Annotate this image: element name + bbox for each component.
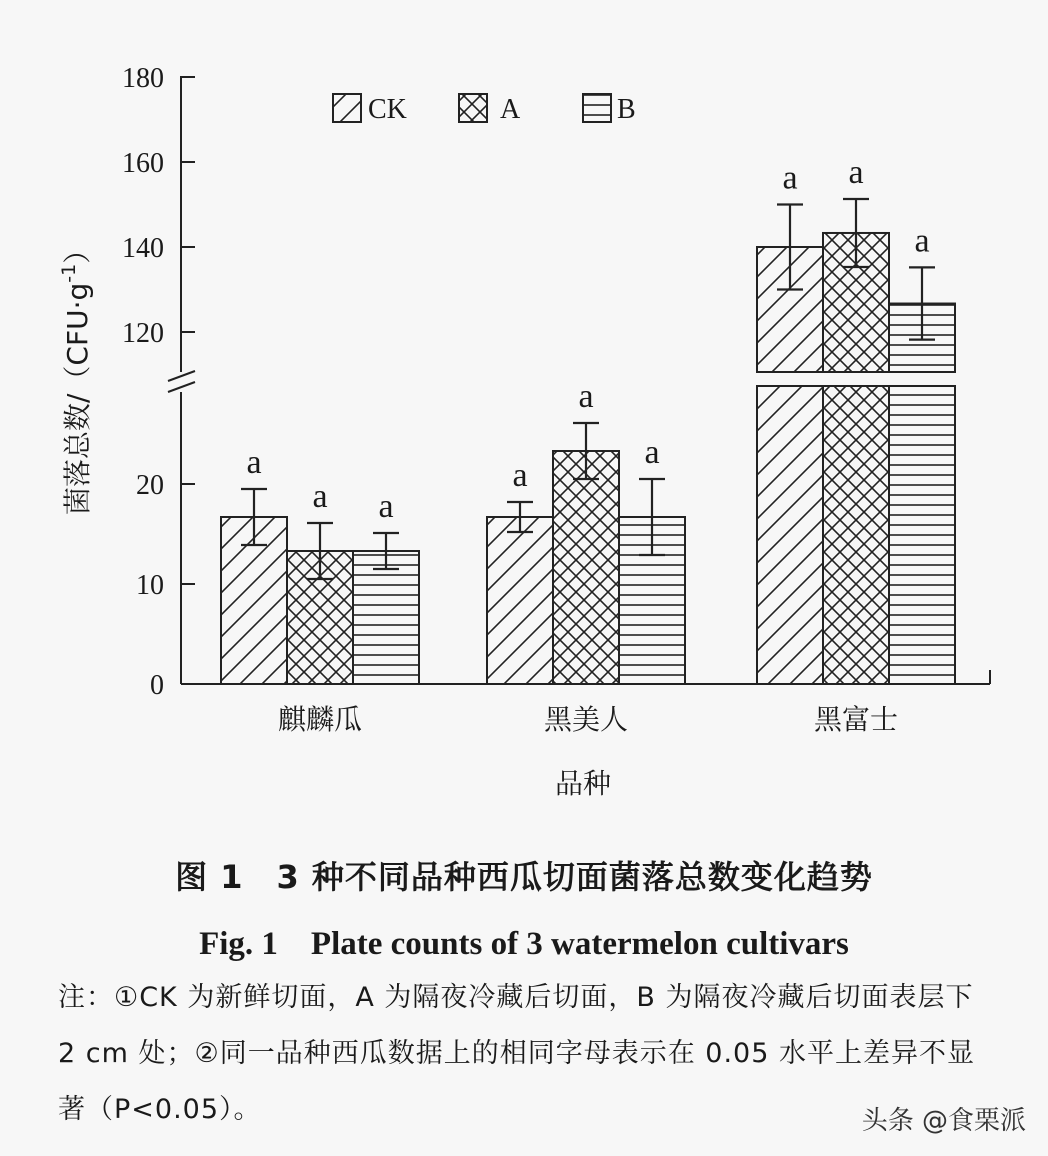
figure-note: 注：①CK 为新鲜切面，A 为隔夜冷藏后切面，B 为隔夜冷藏后切面表层下 2 cm 处；②同一品种西瓜数据上的相同字母表示在 0.05 水平上差异不显著（P<0.05）。 (58, 982, 975, 1125)
legend-label-ck: CK (368, 94, 407, 125)
caption-english: Fig. 1 Plate counts of 3 watermelon cultivars (199, 926, 849, 962)
significance-letter: a (644, 434, 660, 471)
significance-letter: a (782, 159, 798, 197)
legend-label-a: A (500, 94, 521, 125)
bar-a-lower (823, 386, 889, 684)
y-tick-label: 180 (122, 63, 164, 94)
significance-letter: a (578, 378, 594, 415)
significance-letter: a (378, 488, 394, 525)
y-ticks (122, 63, 195, 701)
significance-letter: a (312, 478, 328, 515)
watermark: 头条 @食栗派 (861, 1106, 1026, 1136)
x-category-label: 黑富士 (813, 703, 899, 736)
y-tick-label: 120 (122, 318, 164, 349)
bar-a (553, 451, 619, 684)
bar-ck-lower (757, 386, 823, 684)
bars (221, 154, 955, 684)
legend (333, 94, 636, 125)
bar-b (353, 551, 419, 684)
significance-letter: a (512, 457, 528, 494)
legend-label-b: B (617, 94, 636, 125)
x-axis-title: 品种 (554, 767, 612, 800)
significance-letter: a (848, 153, 864, 191)
x-category-labels (278, 703, 898, 736)
significance-letter: a (914, 222, 930, 260)
y-tick-label: 10 (136, 570, 164, 601)
y-tick-label: 140 (122, 233, 164, 264)
y-axis-title: 菌落总数$/(CFU\cdot g^{-1})$ (58, 235, 94, 515)
legend-item-ck (333, 94, 407, 125)
y-tick-label: 0 (150, 670, 164, 701)
bar-ck (487, 517, 553, 684)
caption-chinese: 图 1 3 种不同品种西瓜切面菌落总数变化趋势 (175, 858, 873, 896)
axis-break-mark (168, 371, 195, 392)
x-category-label: 麒麟瓜 (277, 703, 363, 736)
legend-item-a (459, 94, 521, 125)
bar-b-lower (889, 386, 955, 684)
y-tick-label: 20 (136, 470, 164, 501)
x-category-label: 黑美人 (543, 703, 629, 736)
significance-letter: a (246, 444, 262, 481)
legend-item-b (583, 94, 636, 125)
y-tick-label: 160 (122, 148, 164, 179)
